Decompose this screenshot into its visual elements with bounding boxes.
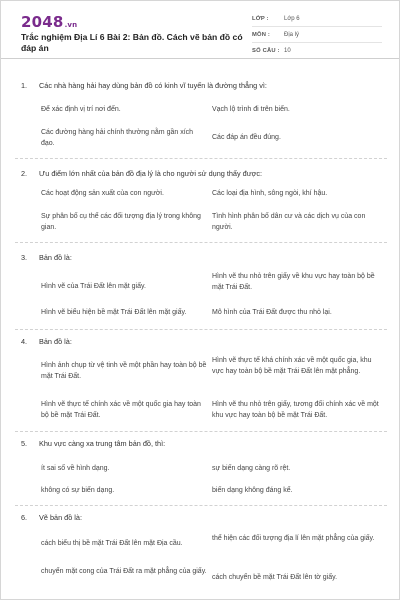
answer-option[interactable]: Hình vẽ thực tế khá chính xác về một quốc gia, khu vực hay toàn bộ bề mặt Trái Đất lên mặt phẳng. — [212, 357, 372, 375]
question-number: 4. — [21, 337, 28, 346]
question-text: Ưu điểm lớn nhất của bản đồ địa lý là cho người sử dụng thấy được: — [39, 169, 263, 178]
logo-suffix: .vn — [64, 21, 78, 29]
meta-value: 10 — [284, 48, 291, 54]
answer-option[interactable]: cách biểu thị bề mặt Trái Đất lên mặt Địa cầu. — [41, 540, 183, 547]
question-number: 5. — [21, 439, 28, 448]
question-text: Khu vực càng xa trung tâm bản đồ, thì: — [39, 439, 166, 448]
question-stem — [21, 337, 381, 347]
answer-option[interactable]: biến dạng không đáng kể. — [212, 487, 293, 494]
question-stem — [21, 81, 381, 91]
answer-option[interactable]: Để xác định vị trí nơi đến. — [41, 106, 121, 113]
question-number: 1. — [21, 81, 28, 90]
meta-value: Địa lý — [284, 31, 300, 38]
answer-option[interactable]: chuyển mặt cong của Trái Đất ra mặt phẳng của giấy. — [41, 568, 207, 575]
question-divider — [15, 431, 387, 432]
answer-option[interactable]: Tình hình phân bố dân cư và các dịch vụ của con người. — [212, 213, 366, 231]
meta-label: SỐ CÂU : — [252, 48, 280, 54]
answer-option[interactable]: Hình vẽ biểu hiện bề mặt Trái Đất lên mặt giấy. — [41, 309, 187, 316]
question-divider — [15, 329, 387, 330]
meta-label: MÔN : — [252, 31, 271, 38]
site-logo[interactable] — [21, 13, 77, 31]
answer-option[interactable]: Các hoạt động sản xuất của con người. — [41, 190, 164, 197]
quiz-title: Trắc nghiệm Địa Lí 6 Bài 2: Bản đồ. Cách vẽ bản đồ có đáp án — [21, 32, 243, 53]
answer-option[interactable]: thể hiện các đối tượng địa lí lên mặt phẳng của giấy. — [212, 535, 375, 542]
question-text: Bản đồ là: — [39, 253, 72, 262]
question-divider — [15, 505, 387, 506]
answer-option[interactable]: Mô hình của Trái Đất được thu nhỏ lại. — [212, 309, 332, 316]
meta-row-question-count — [252, 43, 382, 59]
quiz-meta-table — [252, 11, 382, 59]
question-stem — [21, 169, 381, 179]
question-text: Bản đồ là: — [39, 337, 72, 346]
answer-option[interactable]: cách chuyển bề mặt Trái Đất lên tờ giấy. — [212, 574, 338, 581]
quiz-content — [1, 59, 400, 600]
meta-label: LỚP : — [252, 15, 269, 22]
meta-row-class — [252, 11, 382, 27]
answer-option[interactable]: Hình vẽ thu nhỏ trên giấy về khu vực hay toàn bộ bề mặt Trái Đất. — [212, 273, 375, 291]
answer-option[interactable]: Các đáp án đều đúng. — [212, 134, 281, 141]
question-stem — [21, 513, 381, 523]
answer-option[interactable]: Hình vẽ thu nhỏ trên giấy, tương đối chính xác về một khu vực hay toàn bộ bề mặt Trái Đất. — [212, 401, 379, 419]
question-text: Vẽ bản đồ là: — [39, 513, 83, 522]
question-number: 6. — [21, 513, 28, 522]
answer-option[interactable]: Các loại địa hình, sông ngòi, khí hậu. — [212, 190, 328, 197]
answer-option[interactable]: sự biến dạng càng rõ rệt. — [212, 465, 291, 472]
answer-option[interactable]: Vạch lộ trình đi trên biển. — [212, 106, 290, 113]
meta-row-subject — [252, 27, 382, 43]
question-number: 3. — [21, 253, 28, 262]
logo-text: 2048 — [21, 13, 64, 31]
answer-option[interactable]: Hình vẽ thực tế chính xác về một quốc gia hay toàn bộ bề mặt Trái Đất. — [41, 401, 201, 419]
question-text: Các nhà hàng hải hay dùng bản đồ có kinh vĩ tuyến là đường thẳng vì: — [39, 81, 267, 90]
meta-value: Lớp 6 — [284, 15, 300, 22]
answer-option[interactable]: Sự phân bố cụ thể các đối tượng địa lý trong không gian. — [41, 213, 201, 231]
answer-option[interactable]: Các đường hàng hải chính thường nằm gần xích đạo. — [41, 129, 194, 147]
answer-option[interactable]: không có sự biến dạng. — [41, 487, 115, 494]
page-header — [1, 1, 399, 59]
question-divider — [15, 158, 387, 159]
answer-option[interactable]: Hình vẽ của Trái Đất lên mặt giấy. — [41, 283, 146, 290]
answer-option[interactable]: ít sai số về hình dạng. — [41, 465, 110, 472]
answer-option[interactable]: Hình ảnh chụp từ vệ tinh về một phần hay toàn bộ bề mặt Trái Đất. — [41, 362, 207, 380]
question-divider — [15, 242, 387, 243]
question-stem — [21, 439, 381, 449]
question-number: 2. — [21, 169, 28, 178]
question-stem — [21, 253, 381, 263]
